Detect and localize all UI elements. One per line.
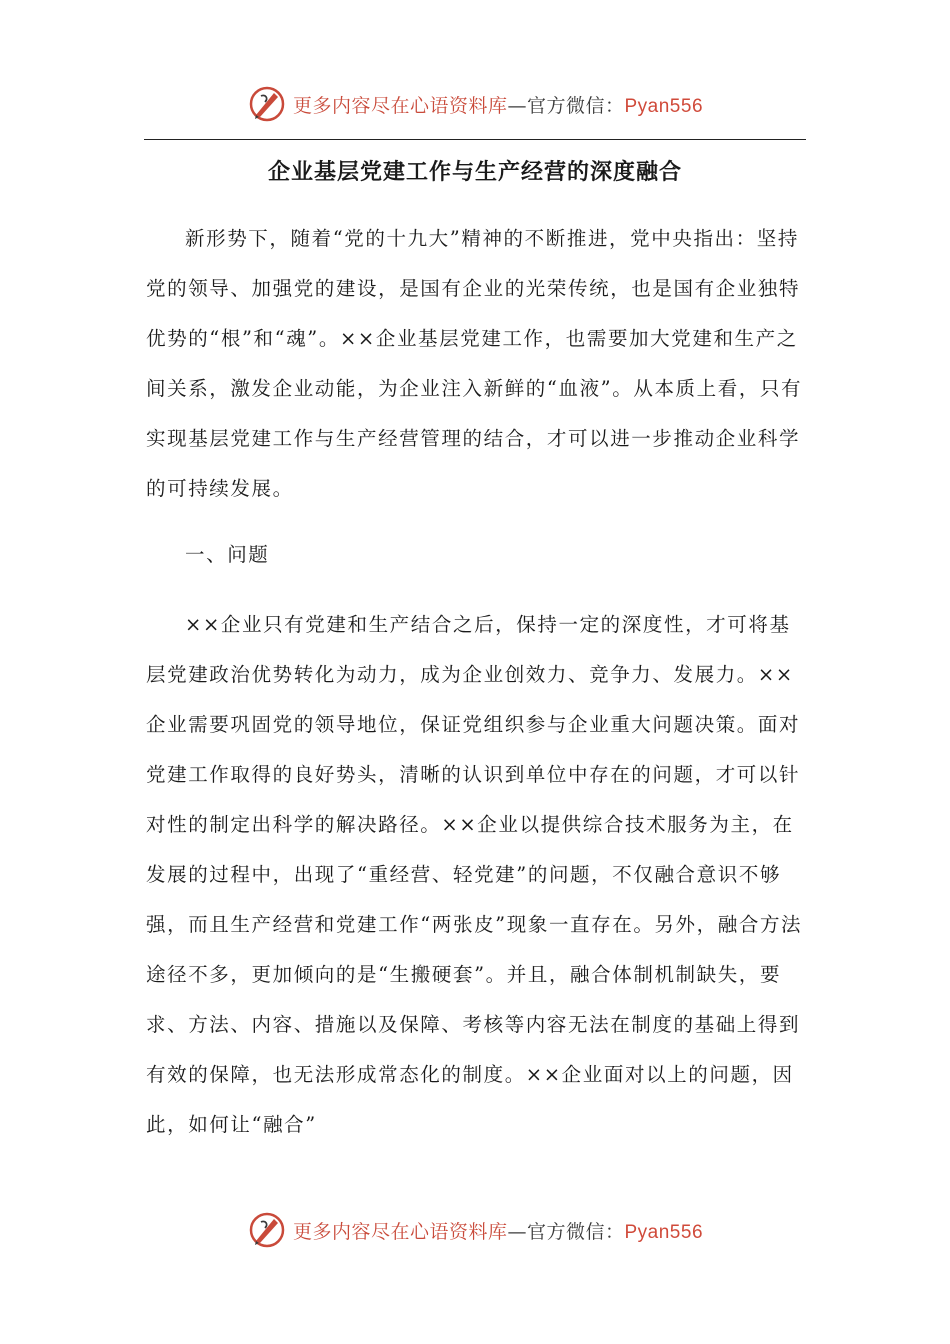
pen-logo-icon [247,84,287,124]
header-watermark [0,80,950,128]
header-divider [144,139,806,140]
watermark-contact-id: Pyan556 [624,1221,704,1243]
watermark-site: 更多内容尽在心语资料库 [292,94,508,117]
watermark-contact-label: 官方微信： [526,94,625,117]
paragraph-intro: 新形势下，随着“党的十九大”精神的不断推进，党中央指出：坚持党的领导、加强党的建设，是国有企业的光荣传统，也是国有企业独特优势的“根”和“魂”。××企业基层党建工作，也需要加大党建和生产之间关系，激发企业动能，为企业注入新鲜的“血液”。从本质上看，只有实现基层党建工作与生产经营管理的结合，才可以进一步推动企业科学的可持续发展。 [146,227,803,500]
watermark-site: 更多内容尽在心语资料库 [292,1220,508,1243]
document-title: 企业基层党建工作与生产经营的深度融合 [267,159,682,185]
watermark-text [293,1217,703,1244]
watermark-contact-id: Pyan556 [624,95,704,117]
watermark-text [293,91,703,118]
watermark-group [247,1210,703,1250]
section-heading: 一、问题 [185,543,270,566]
paragraph-problem: ××企业只有党建和生产结合之后，保持一定的深度性，才可将基层党建政治优势转化为动力，成为企业创效力、竞争力、发展力。××企业需要巩固党的领导地位，保证党组织参与企业重大问题决策。面对党建工作取得的良好势头，清晰的认识到单位中存在的问题，才可以针对性的制定出科学的解决路径。××企业以提供综合技术服务为主，在发展的过程中，出现了“重经营、轻党建”的问题，不仅融合意识不够强，而且生产经营和党建工作“两张皮”现象一直存在。另外，融合方法途径不多，更加倾向的是“生搬硬套”。并且，融合体制机制缺失，要求、方法、内容、措施以及保障、考核等内容无法在制度的基础上得到有效的保障，也无法形成常态化的制度。××企业面对以上的问题，因此，如何让“融合” [146,613,803,1136]
watermark-dash: — [507,1220,527,1243]
watermark-group [247,84,703,124]
watermark-contact-label: 官方微信： [526,1220,625,1243]
watermark-dash: — [507,94,527,117]
pen-logo-icon [247,1210,287,1250]
footer-watermark [0,1206,950,1254]
document-body [146,214,808,1150]
